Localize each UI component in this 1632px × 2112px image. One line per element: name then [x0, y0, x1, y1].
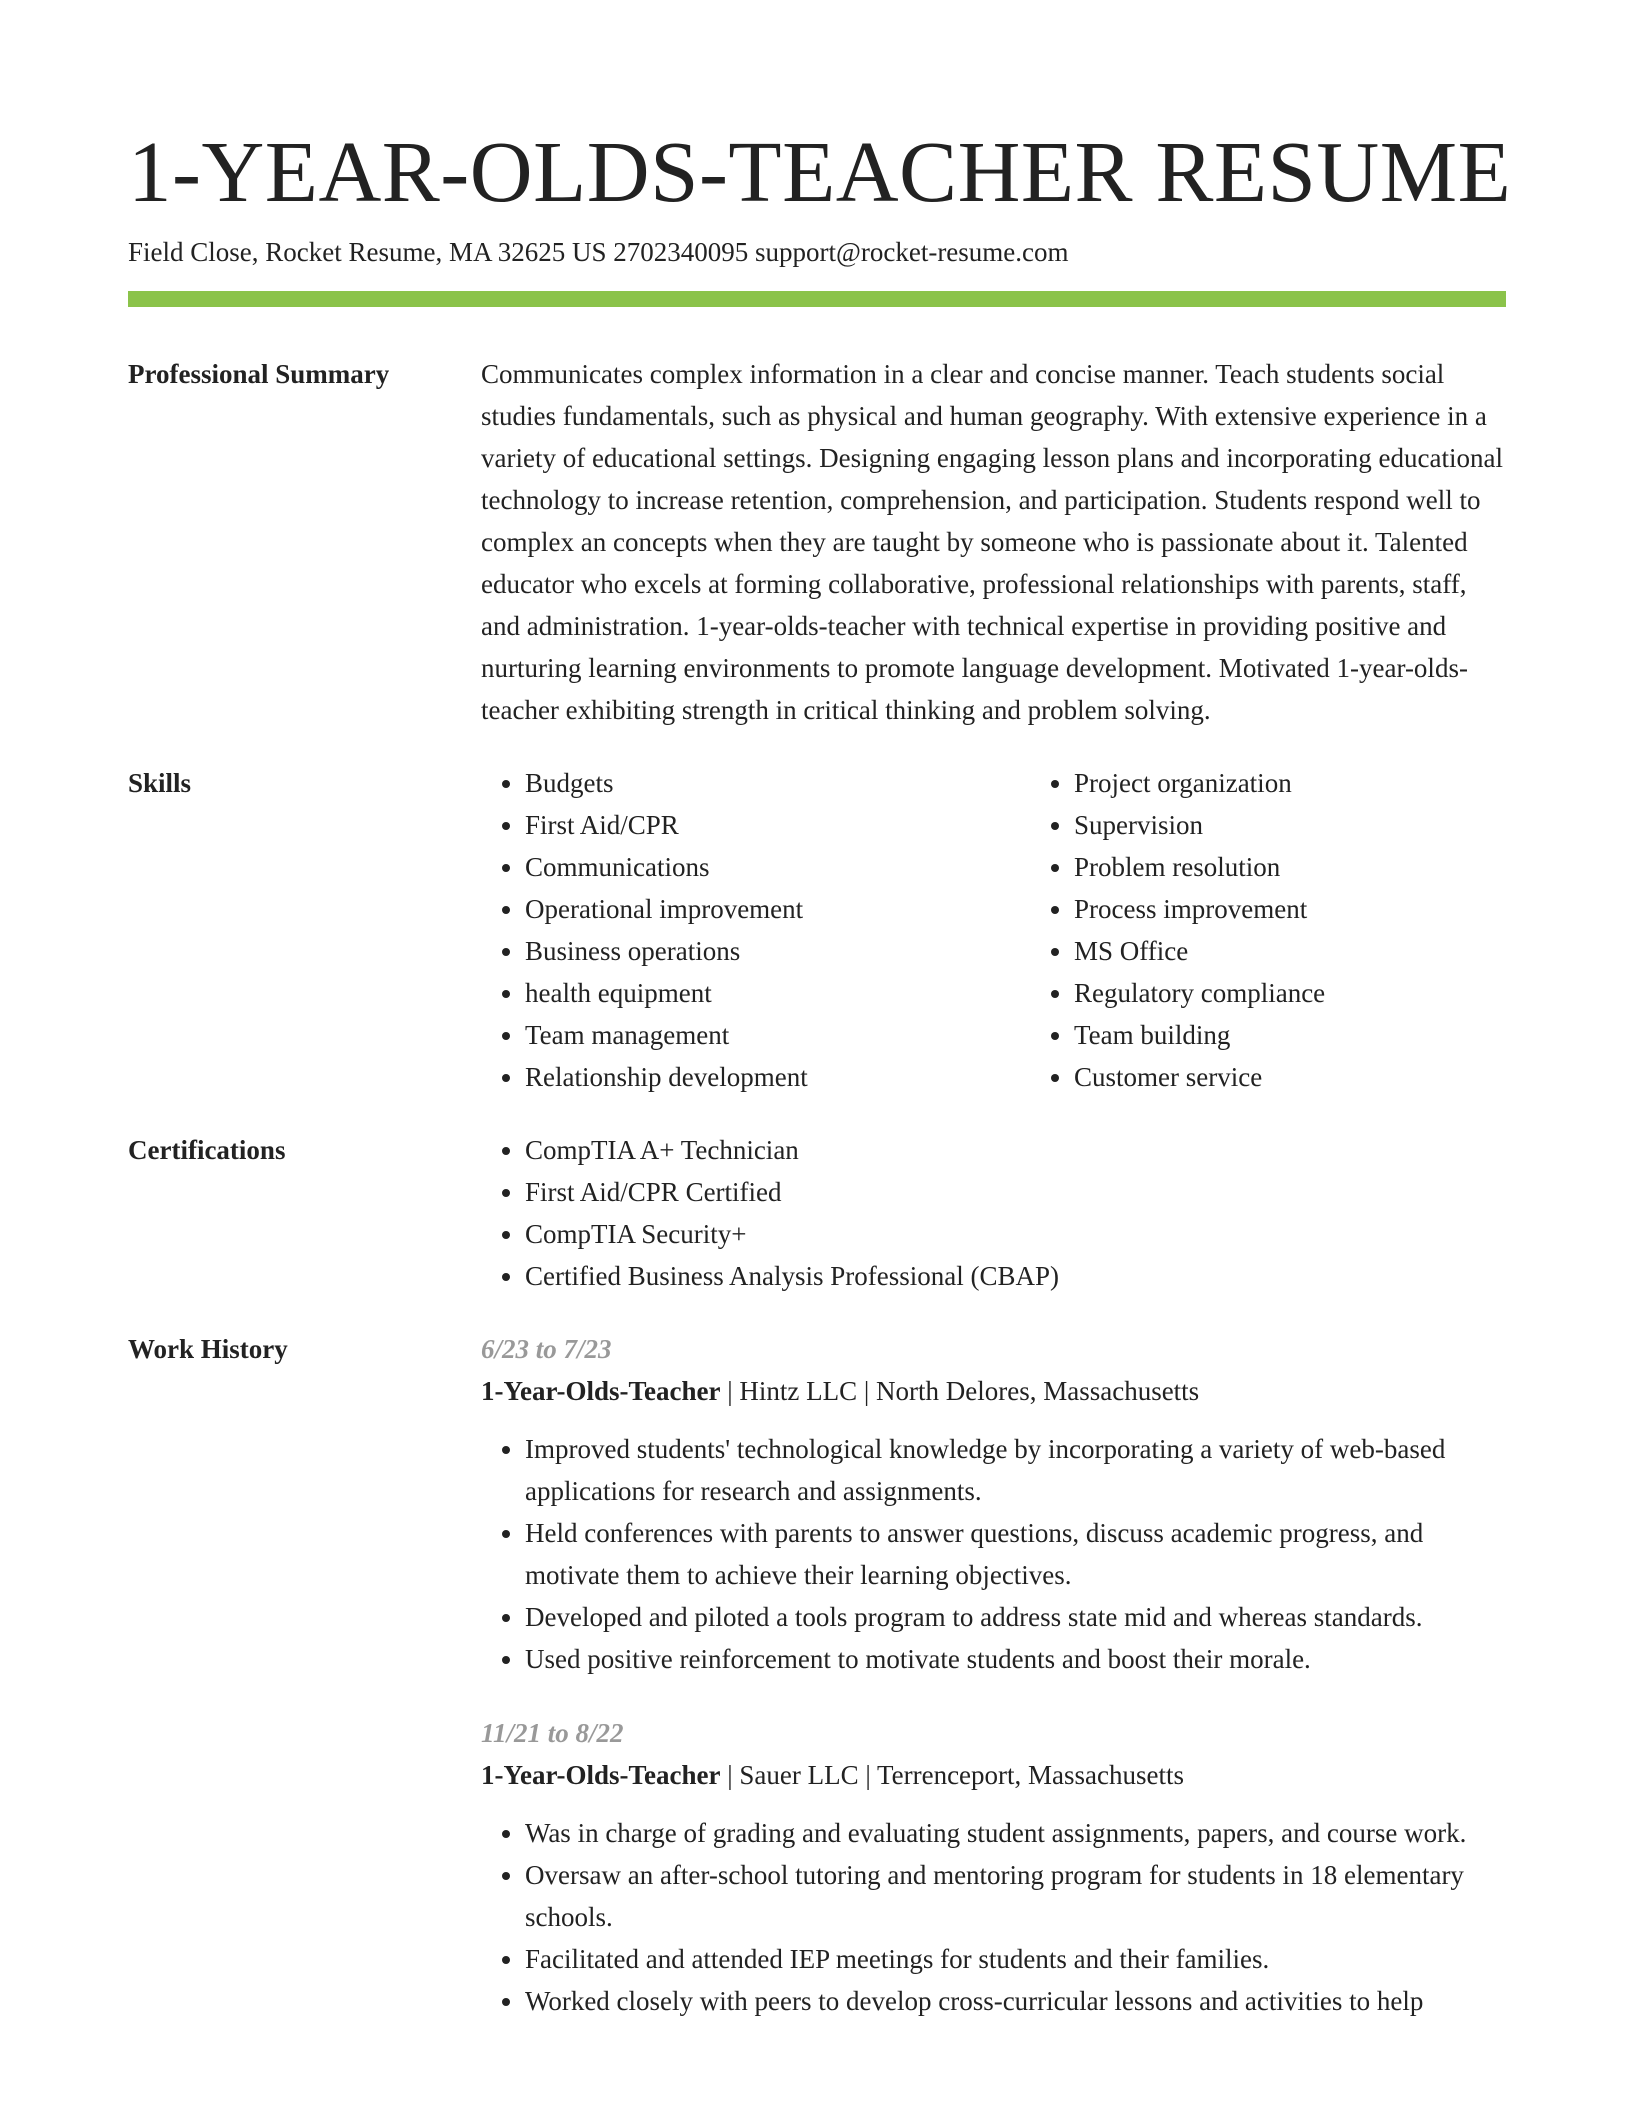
job-bullet: • Improved students' technological knowledge by incorporating a variety of web-based applications for research and assignments. [525, 1428, 1506, 1512]
header-divider [128, 291, 1506, 307]
contact-line [128, 234, 1506, 270]
contact-phone: 2702340095 [613, 237, 749, 267]
skill-item: • Project organization [1074, 762, 1579, 804]
job-bullet: • Oversaw an after-school tutoring and mentoring program for students in 18 elementary schools. [525, 1854, 1506, 1938]
certification-item: • First Aid/CPR Certified [525, 1171, 1506, 1213]
work-history-body [481, 1328, 1506, 2022]
skill-item: • Team building [1074, 1014, 1579, 1056]
skills-column-1 [481, 762, 1030, 1098]
contact-address: Field Close, Rocket Resume, MA 32625 US [128, 237, 607, 267]
skill-item: • health equipment [525, 972, 1030, 1014]
job-title: 1-Year-Olds-Teacher [481, 1760, 721, 1790]
skill-item: • Budgets [525, 762, 1030, 804]
skill-item: • First Aid/CPR [525, 804, 1030, 846]
job-company-location: | Hintz LLC | North Delores, Massachusetts [720, 1376, 1200, 1406]
job-dates: 11/21 to 8/22 [481, 1718, 624, 1748]
skills-section [128, 762, 1506, 1098]
job-heading [481, 1754, 1506, 1796]
skill-item: • Operational improvement [525, 888, 1030, 930]
summary-label: Professional Summary [128, 359, 390, 389]
contact-email: support@rocket-resume.com [755, 237, 1069, 267]
skills-label: Skills [128, 768, 192, 798]
skill-item: • MS Office [1074, 930, 1579, 972]
job-dates: 6/23 to 7/23 [481, 1334, 612, 1364]
job-bullet: • Held conferences with parents to answer questions, discuss academic progress, and motivate them to achieve their learning objectives. [525, 1512, 1506, 1596]
skill-item: • Customer service [1074, 1056, 1579, 1098]
certification-item: • CompTIA Security+ [525, 1213, 1506, 1255]
job-bullet: • Was in charge of grading and evaluating student assignments, papers, and course work. [525, 1812, 1506, 1854]
certifications-section [128, 1129, 1506, 1297]
skills-column-2 [1030, 762, 1579, 1098]
job-title: 1-Year-Olds-Teacher [481, 1376, 721, 1406]
job-bullet: • Facilitated and attended IEP meetings for students and their families. [525, 1938, 1506, 1980]
job-heading [481, 1370, 1506, 1412]
job-bullet: • Developed and piloted a tools program to address state mid and whereas standards. [525, 1596, 1506, 1638]
skill-item: • Communications [525, 846, 1030, 888]
skill-item: • Relationship development [525, 1056, 1030, 1098]
certifications-label: Certifications [128, 1135, 286, 1165]
skill-item: • Team management [525, 1014, 1030, 1056]
resume-page [128, 118, 1512, 2022]
certifications-list [481, 1129, 1506, 1297]
job-bullets [481, 1428, 1506, 1680]
job-bullets [481, 1812, 1506, 2022]
certification-item: • Certified Business Analysis Professional (CBAP) [525, 1255, 1506, 1297]
summary-text: Communicates complex information in a clear and concise manner. Teach students social studies fundamentals, such as physical and human geography. With extensive experience in a variety of educational settings. Designing engaging lesson plans and incorporating educational technology to increase retention, comprehension, and participation. Students respond well to complex an concepts when they are taught by someone who is passionate about it. Talented educator who excels at forming collaborative, professional relationships with parents, staff, and administration. 1-year-olds-teacher with technical expertise in providing positive and nurturing learning environments to promote language development. Motivated 1-year-olds-teacher exhibiting strength in critical thinking and problem solving. [481, 359, 1503, 725]
resume-title: 1-YEAR-OLDS-TEACHER RESUME [128, 123, 1512, 220]
skill-item: • Process improvement [1074, 888, 1579, 930]
skill-item: • Supervision [1074, 804, 1579, 846]
work-history-section [128, 1328, 1506, 2022]
job-entry [481, 1328, 1506, 1680]
job-bullet: • Worked closely with peers to develop cross-curricular lessons and activities to help [525, 1980, 1506, 2022]
skill-item: • Regulatory compliance [1074, 972, 1579, 1014]
certification-item: • CompTIA A+ Technician [525, 1129, 1506, 1171]
job-bullet: • Used positive reinforcement to motivate students and boost their morale. [525, 1638, 1506, 1680]
summary-section [128, 353, 1506, 731]
job-company-location: | Sauer LLC | Terrenceport, Massachusetts [720, 1760, 1185, 1790]
work-history-label: Work History [128, 1334, 288, 1364]
skill-item: • Business operations [525, 930, 1030, 972]
job-entry [481, 1712, 1506, 2022]
skill-item: • Problem resolution [1074, 846, 1579, 888]
